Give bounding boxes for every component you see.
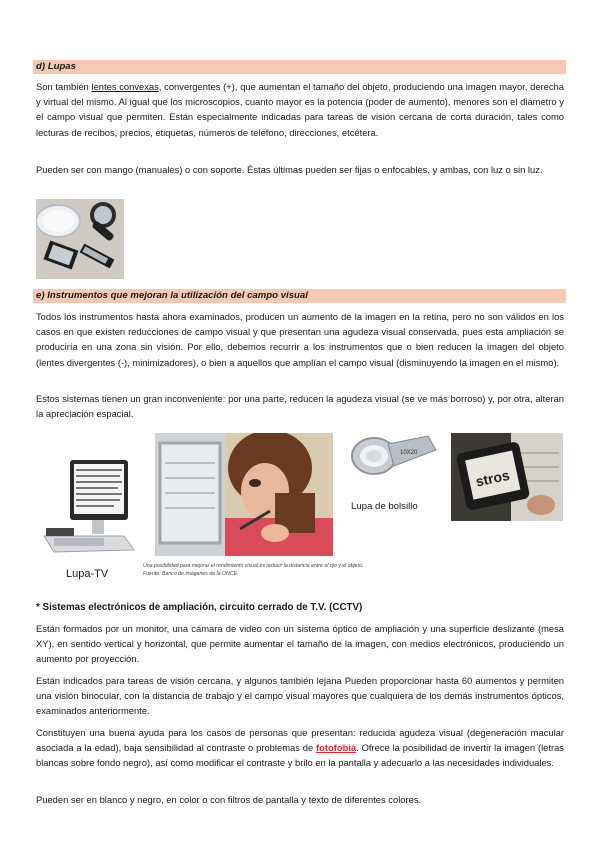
section-header-instrumentos: e) Instrumentos que mejoran la utilización del campo visual [33, 289, 566, 303]
magnifiers-photo [36, 199, 124, 279]
paragraph-cctv-colors: Pueden ser en blanco y negro, en color o con filtros de pantalla y texto de diferentes colores. [36, 794, 422, 805]
device-screen-text: stros [474, 466, 511, 490]
paragraph-cctv-components: Están formados por un monitor, una cámara de video con un sistema óptico de ampliación y una superficie deslizante (mesa XY), en sentido vertical y horizontal, que permite aumentar el tamaño de la imagen, con medios electrónicos, produciendo un aumento por proyección. [36, 623, 564, 665]
text-segment: . Ofrece la posibilidad de invertir la imagen (letras blancas sobre fondo negro), así como modificar el contraste y brilo en la pantalla y adecuarlo a las necesidades individuales. [36, 742, 564, 769]
paragraph-cctv-benefits [36, 725, 564, 771]
paragraph-cctv-indications: Están indicados para tareas de visión cercana, y algunos también lejana Pueden proporcionar hasta 60 aumentos y permiten una visión binocular, con la distancia de trabajo y el campo visual mayores que cualquiera de los demás instrumentos ópticos, examinados anteriormente. [36, 675, 564, 717]
paragraph-inconveniente: Estos sistemas tienen un gran inconveniente: por una parte, reducen la agudeza visual (se ve más borroso) y, por otra, alteran la apreciación espacial. [36, 393, 564, 420]
paragraph-lupas-types: Pueden ser con mango (manuales) o con soporte. Éstas últimas pueden ser fijas o enfocables, y ambas, con luz o sin luz. [36, 164, 543, 175]
paragraph-campo-visual: Todos los instrumentos hasta ahora examinados, producen un aumento de la imagen en la retina, pero no son válidos en los casos en que existen reducciones de campo visual y que presentan una agudeza visual conservada, pues esta ampliación se produciría en una zona sin visión. Por ello, debemos recurrir a los instrumentos que o bien reducen la imagen del objeto (lentes divergentes (-), minimizadores), o bien a aquellos que amplían el campo visual (disminuyendo la imagen en el mismo). [36, 311, 564, 368]
electronic-magnifier-photo [451, 433, 563, 521]
caption-lupa-tv: Lupa-TV [66, 568, 109, 580]
text-segment: Constituyen una buena ayuda para los casos de personas que presentan: reducida agudeza visual (degeneración macular asociada a la edad), baja sensibilidad al contraste o problemas de [36, 727, 564, 754]
caption-lupa-bolsillo: Lupa de bolsillo [351, 501, 418, 512]
text-segment: , convergentes (+), que aumentan el tamaño del objeto, produciendo una imagen mayor, derecha y virtual del mismo. Al igual que los microscopios, cuanto mayor es la potencia (poder de aumento), menores son el diámetro y el campo visual que permiten. Están especialmente indicadas para tareas de visión cercana de corta duración, tales como lecturas de recibos, precios, etiquetas, números de teléfono, direcciones, etcétera. [36, 81, 564, 138]
lupa-tv-photo [40, 458, 136, 556]
link-fotofobia[interactable]: fotofobia [316, 742, 357, 754]
section-header-lupas: d) Lupas [33, 60, 566, 74]
child-reading-photo [155, 433, 333, 556]
section-title-cctv: * Sistemas electrónicos de ampliación, circuito cerrado de T.V. (CCTV) [36, 602, 363, 613]
caption-child-photo: Una posibilidad para mejorar el rendimiento visual es reducir la distancia entre el ojo y el objeto. Fuente: Banco de imágenes de la ONCE. [143, 563, 364, 577]
paragraph-lupas-description [36, 79, 564, 140]
loupe-engraving: 10X20 [400, 450, 418, 456]
link-lentes-convexas[interactable]: lentes convexas [91, 81, 159, 92]
text-segment: Son también [36, 81, 92, 92]
pocket-loupe-photo [348, 432, 438, 478]
